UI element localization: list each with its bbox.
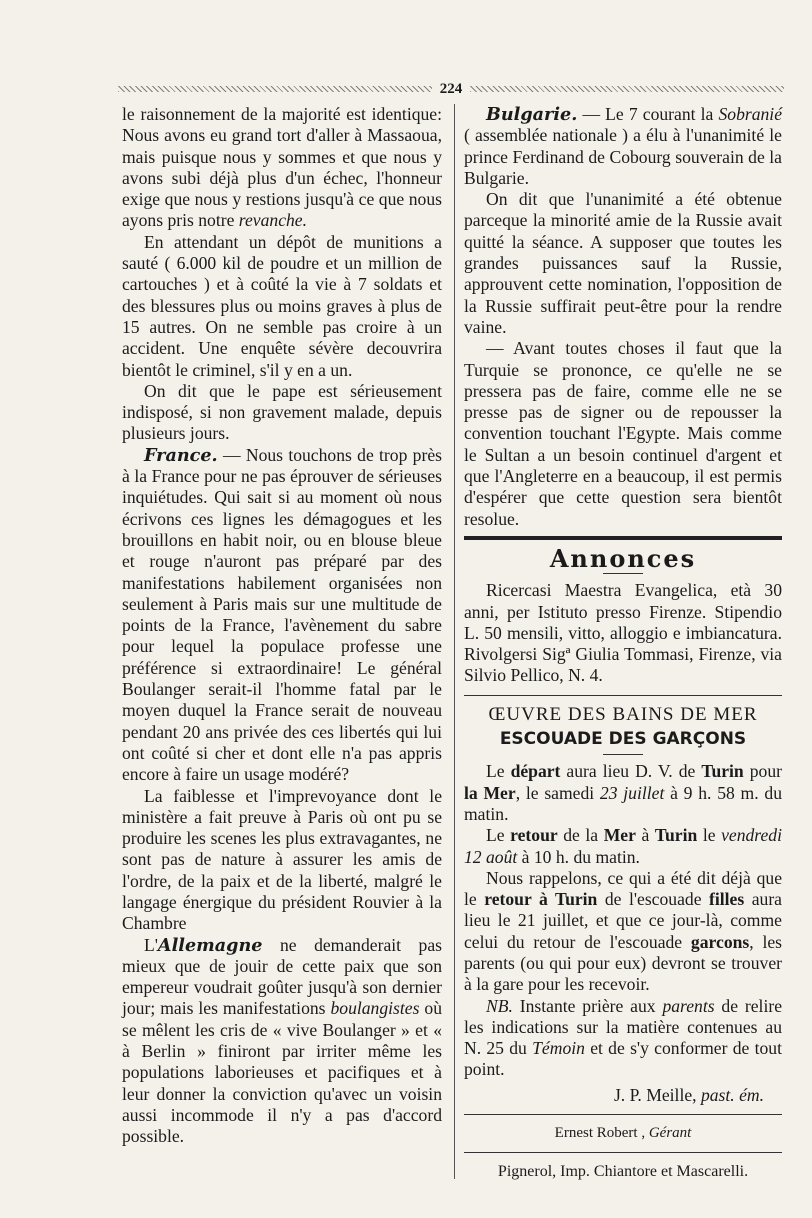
- escouade-rule: [603, 754, 643, 755]
- paragraph-france: France. — Nous touchons de trop près à la France pour ne pas éprouver de sérieuses inquiétudes. Qui sait si au moment où nous écrivons ces lignes les démagogues et les brouillons en habit noir, ou en blouse bleue et rouge n'auront pas préparé par des manifestations habilement organisées non seulement à Paris mais sur une multitude de points de la France, l'avènement du sabre pour lequel la populace professe une préférence si extraordinaire! Le général Boulanger serait-il l'homme fatal par le moyen duquel la France serait de nouveau pendant 20 ans privée des ces libertés qui lui ont coûté si cher et dont elle n'a pas appris encore à faire un usage modéré?: [122, 444, 442, 785]
- section-bulgarie: Bulgarie.: [486, 104, 578, 125]
- header-ornament-right: [470, 86, 784, 92]
- paragraph-turquie: — Avant toutes choses il faut que la Turquie se prononce, ce qu'elle ne se pressera pas de faire, comme elle ne se presse pas de signer ou de repousser la convention touchant l'Egypte. Mais comme le Sultan a un besoin continuel d'argent et que l'Angleterre en a beaucoup, il est permis d'espérer que cette question sera bientôt resolue.: [464, 338, 782, 529]
- paragraph-majority: le raisonnement de la majorité est identique: Nous avons eu grand tort d'aller à Massaoua, mais puisque nous y sommes et que nous y avons subi déjà plus d'un échec, l'honneur exige que nous y restions jusqu'à ce que nous ayons pris notre revanche.: [122, 104, 442, 231]
- printer-line: Pignerol, Imp. Chiantore et Mascarelli.: [497, 1163, 749, 1181]
- paragraph-depart: Le départ aura lieu D. V. de Turin pour la Mer, le samedi 23 juillet à 9 h. 58 m. du matin.: [464, 761, 782, 824]
- paragraph-allemagne: L'Allemagne ne demanderait pas mieux que de jouir de cette paix que son empereur voudrait goûter jusqu'à son dernier jour; mais les manifestations boulangistes où se mêlent les cris de « vive Boulanger » et « à Berlin » finiront par irriter même les populations laborieuses et pacifiques et à leur donner la conviction qu'avec un voisin aussi incommode il n'y a pas d'accord possible.: [122, 934, 442, 1147]
- paragraph-pape: On dit que le pape est sérieusement indisposé, si non gravement malade, depuis plusieurs jours.: [122, 380, 442, 444]
- left-column: [122, 104, 442, 1148]
- paragraph-munitions: En attendant un dépôt de munitions a sauté ( 6.000 kil de poudre et un million de cartouches ) et à coûté la vie à 7 soldats et des blessures plus ou moins graves à plus de 15 autres. On ne semble pas croire à un accident. Une enquête sévère decouvrira bientôt le criminel, s'il y en a un.: [122, 231, 442, 380]
- paragraph-retour: Le retour de la Mer à Turin le vendredi 12 août à 10 h. du matin.: [464, 825, 782, 867]
- column-divider: [454, 104, 455, 1179]
- annonce-maestra: Ricercasi Maestra Evangelica, età 30 anni, per Istituto presso Firenze. Stipendio L. 50 mensili, vitto, alloggio e imbiancatura. Rivolgersi Sigª Giulia Tommasi, Firenze, via Silvio Pellico, N. 4.: [464, 580, 782, 686]
- paragraph-rappel: Nous rappelons, ce qui a été dit déjà que le retour à Turin de l'escouade filles aura lieu le 21 juillet, et que ce jour-là, comme celui du retour de l'escouade garcons, les parents (ou qui pour eux) devront se trouver à la gare pour les recevoir.: [464, 867, 782, 995]
- gerant-line: Ernest Robert , Gérant: [554, 1125, 692, 1142]
- right-column: [464, 104, 782, 1183]
- annonce-divider: [464, 695, 782, 696]
- gerant-divider: [464, 1152, 782, 1153]
- page-header: [118, 78, 784, 100]
- signature-divider: [464, 1114, 782, 1115]
- annonces-heading: Annonces: [549, 543, 697, 573]
- oeuvre-heading: ŒUVRE DES BAINS DE MER: [488, 703, 758, 725]
- header-ornament-left: [118, 86, 432, 92]
- section-allemagne: Allemagne: [157, 934, 263, 956]
- page-number: 224: [439, 80, 463, 97]
- section-france: France.: [144, 444, 218, 466]
- escouade-heading: ESCOUADE DES GARÇONS: [499, 729, 747, 750]
- signature: J. P. Meille, past. ém.: [613, 1084, 764, 1105]
- paragraph-faiblesse: La faiblesse et l'imprevoyance dont le ministère a fait preuve à Paris où ont pu se produire les scenes les plus extravagantes, ne sont pas de nature à assurer les amis de l'ordre, de la paix et de la liberté, malgré le langage énergique du président Rouvier à la Chambre: [122, 785, 442, 934]
- annonces-rule: [603, 573, 643, 574]
- section-rule: [464, 536, 782, 540]
- paragraph-nb: NB. Instante prière aux parents de relire les indications sur la matière contenues au N. 25 du Témoin et de s'y conformer de tout point.: [464, 995, 783, 1080]
- paragraph-bulgarie: Bulgarie. — Le 7 courant la Sobranié ( assemblée nationale ) a élu à l'unanimité le prince Ferdinand de Cobourg souverain de la Bulgarie.: [464, 104, 782, 188]
- paragraph-unanimite: On dit que l'unanimité a été obtenue parceque la minorité amie de la Russie avait quitté la séance. A supposer que toutes les grandes puissances sauf la Russie, approuvent cette nomination, l'opposition de la Russie suffirait peut-être pour la rendre vaine.: [464, 189, 782, 337]
